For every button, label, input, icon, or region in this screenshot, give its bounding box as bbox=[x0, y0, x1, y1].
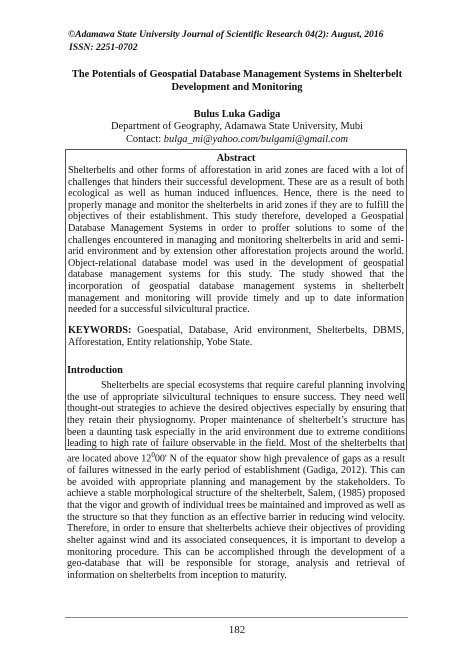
introduction-section bbox=[67, 365, 405, 582]
author-affiliation: Department of Geography, Adamawa State University, Mubi bbox=[110, 121, 363, 133]
contact-label: Contact: bbox=[125, 133, 164, 145]
journal-issn: ISSN: 2251-0702 bbox=[69, 41, 138, 53]
keywords bbox=[68, 325, 404, 349]
intro-text-part2: 00' N of the equator show high prevalence of gaps as a result of failures witnessed in the early period of establishment (Gadiga, 2012). This can be avoided with appropriate planning and management by the stakeholders. To achieve a stable morphological structure of the shelterbelt, Salem, (1985) proposed that the vigor and growth of individual trees be maintained and improved as well as the structure so that they function as an effective barrier in reducing wind velocity bbox=[67, 453, 405, 523]
keywords-label: KEYWORDS: bbox=[68, 324, 132, 336]
intro-text-part1: Shelterbelts are special ecosystems that require careful planning involving the use of appropriate silvicultural techniques to ensure success. They need well thought-out strategies to achieve the desired objectives especially by ensuring that they retain their physiognomy. Proper maintenance of shelterbelt’s structure has been a daunting task especially in the arid environment due to extreme conditions leading to high rate of failure observable in the field. Most of the shelterbelts that are located above 12 bbox=[67, 380, 405, 465]
page-number: 182 bbox=[228, 624, 246, 636]
journal-citation: ©Adamawa State University Journal of Scientific Research 04(2): August, 2016 bbox=[68, 29, 384, 40]
contact-emails: bulga_mi@yahoo.com/bulgami@gmail.com bbox=[163, 133, 348, 145]
intro-text-part3: . Therefore, in order to ensure that shelterbelts achieve their objectives of providing shelter against wind and its associated consequences, it is important to develop a monitoring procedure. This can be accomplished through the development of a geo-database that will be responsible for storage, analysis and retrieval of information on shelterbelts from inception to maturity. bbox=[67, 511, 405, 581]
author-name: Bulus Luka Gadiga bbox=[193, 109, 281, 120]
author-contact bbox=[0, 134, 474, 146]
abstract-text: Shelterbelts and other forms of afforestation in arid zones are faced with a lot of challenges that hinders their successful development. These are as a result of both ecological as well as human induced influences. Hence, there is the need to properly manage and monitor the shelterbelts in arid zones if they are to fulfill the objectives of their establishment. This study therefore, developed a Geospatial Database Management Systems in order to proffer solutions to some of the challenges encountered in managing and monitoring shelterbelts in arid and semi-arid environment and by extension other afforestation projects around the world. Object-relational database model was used in the development of geospatial database management systems for this study. The study showed that the incorporation of geospatial database management systems in shelterbelt management and monitoring will provide timely and up to date information needed for a successful silvicultural practice. bbox=[68, 165, 404, 316]
author-block bbox=[0, 109, 474, 146]
journal-header bbox=[68, 29, 383, 54]
degree-superscript: 0 bbox=[151, 450, 155, 459]
paper-title: The Potentials of Geospatial Database Management Systems in Shelterbelt Development and Monitoring bbox=[71, 69, 403, 93]
abstract-heading: Abstract bbox=[216, 153, 256, 164]
keywords-list: Goespatial, Database, Arid environment, Shelterbelts, DBMS, Afforestation, Entity relationship, Yobe State. bbox=[68, 324, 404, 348]
footer-divider bbox=[65, 617, 408, 618]
introduction-text bbox=[67, 380, 405, 582]
introduction-heading: Introduction bbox=[67, 365, 123, 376]
